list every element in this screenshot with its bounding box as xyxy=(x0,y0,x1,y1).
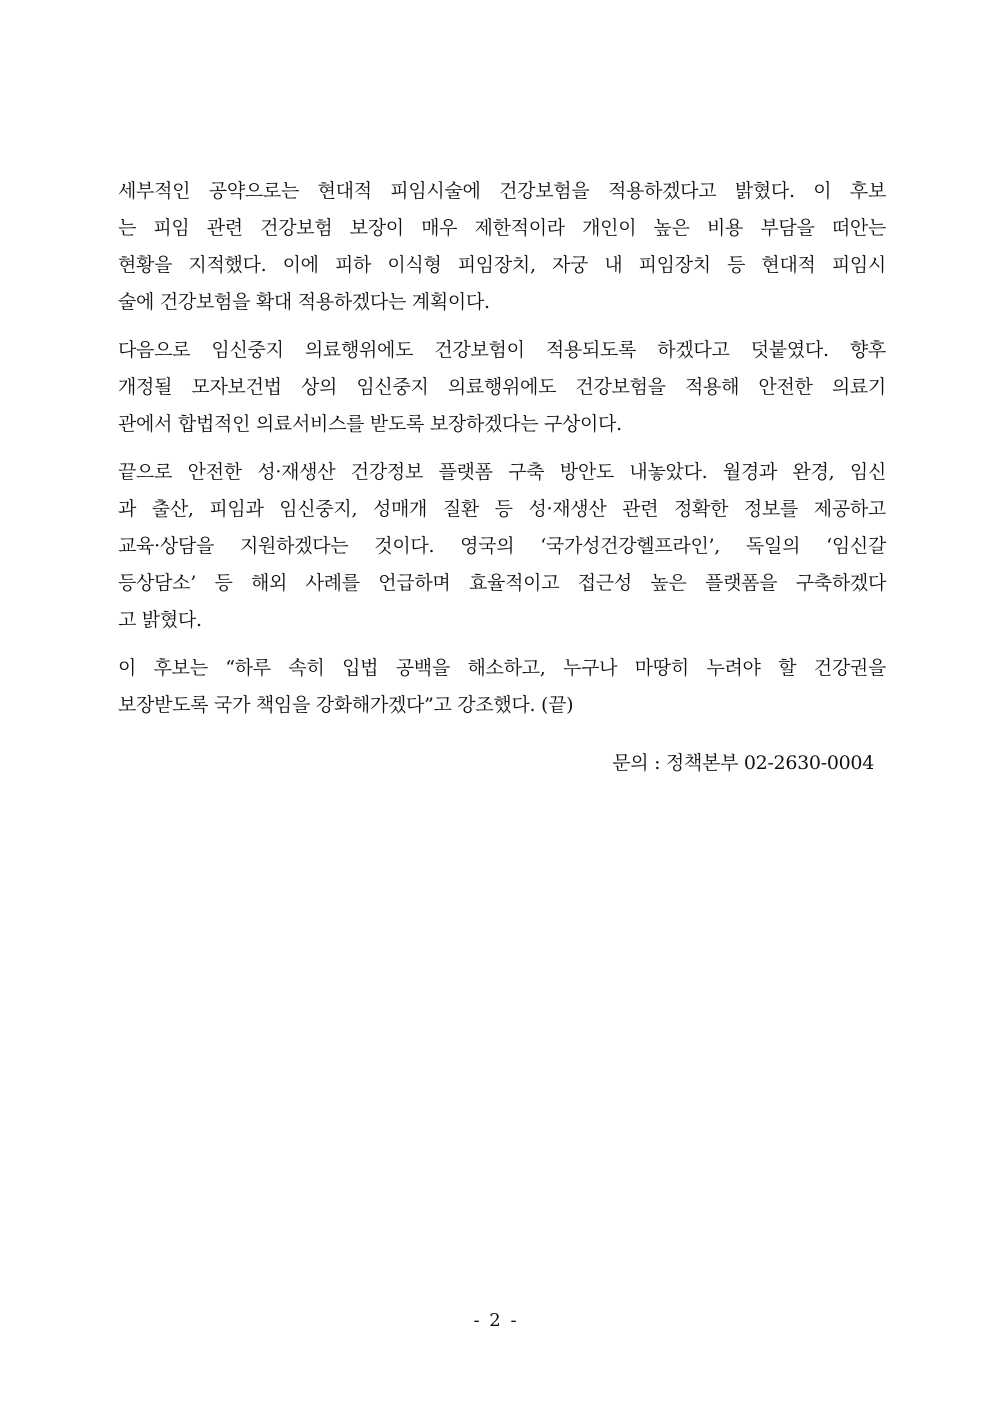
text-line: 등상담소’ 등 해외 사례를 언급하며 효율적이고 접근성 높은 플랫폼을 구축하겠다 xyxy=(118,572,886,594)
text-line: 다음으로 임신중지 의료행위에도 건강보험이 적용되도록 하겠다고 덧붙였다. 향후 xyxy=(118,339,886,361)
paragraph-contraception-coverage xyxy=(118,173,886,321)
paragraph-abortion-coverage xyxy=(118,332,886,443)
text-line: 과 출산, 피임과 임신중지, 성매개 질환 등 성·재생산 관련 정확한 정보를 제공하고 xyxy=(118,498,886,520)
text-line: 현황을 지적했다. 이에 피하 이식형 피임장치, 자궁 내 피임장치 등 현대적 피임시 xyxy=(118,254,886,276)
text-line: 고 밝혔다. xyxy=(118,609,202,631)
text-line: 는 피임 관련 건강보험 보장이 매우 제한적이라 개인이 높은 비용 부담을 떠안는 xyxy=(118,217,886,239)
press-release-body xyxy=(118,173,886,735)
paragraph-health-info-platform xyxy=(118,454,886,639)
page-number: - 2 - xyxy=(473,1310,519,1331)
text-line: 이 후보는 “하루 속히 입법 공백을 해소하고, 누구나 마땅히 누려야 할 건강권을 xyxy=(118,657,886,679)
text-line: 세부적인 공약으로는 현대적 피임시술에 건강보험을 적용하겠다고 밝혔다. 이 후보 xyxy=(118,180,886,202)
text-line: 보장받도록 국가 책임을 강화해가겠다”고 강조했다. (끝) xyxy=(118,694,574,716)
text-line: 교육·상담을 지원하겠다는 것이다. 영국의 ‘국가성건강헬프라인’, 독일의 ‘임신갈 xyxy=(118,535,886,557)
paragraph-candidate-quote xyxy=(118,650,886,724)
text-line: 관에서 합법적인 의료서비스를 받도록 보장하겠다는 구상이다. xyxy=(118,413,622,435)
text-line: 끝으로 안전한 성·재생산 건강정보 플랫폼 구축 방안도 내놓았다. 월경과 완경, 임신 xyxy=(118,461,886,483)
text-line: 개정될 모자보건법 상의 임신중지 의료행위에도 건강보험을 적용해 안전한 의료기 xyxy=(118,376,886,398)
contact-info: 문의 : 정책본부 02-2630-0004 xyxy=(612,752,874,774)
text-line: 술에 건강보험을 확대 적용하겠다는 계획이다. xyxy=(118,291,490,313)
